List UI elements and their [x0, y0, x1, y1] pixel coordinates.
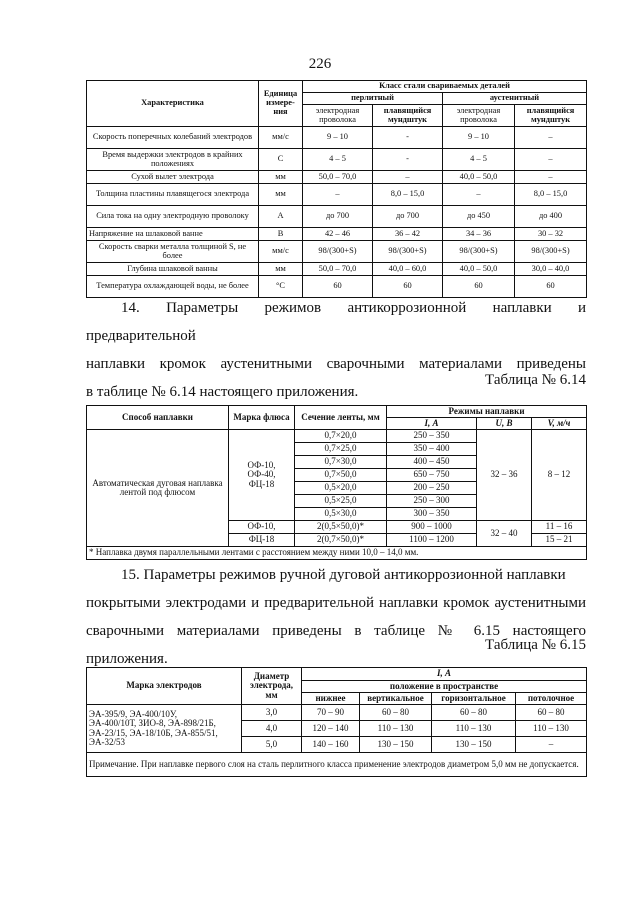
- header-wire-pearlitic: электродная проволока: [303, 105, 373, 127]
- row-name: Время выдержки электродов в крайних положениях: [87, 149, 259, 171]
- paragraph-14: [86, 294, 586, 406]
- row-value: 9 – 10: [303, 127, 373, 149]
- header-diameter: Диаметр электрода, мм: [242, 668, 302, 705]
- row-value: 40,0 – 60,0: [373, 263, 443, 276]
- row-value: до 400: [515, 206, 587, 228]
- voltage-cell: 32 – 36: [477, 430, 532, 521]
- row-value: до 450: [443, 206, 515, 228]
- current-cell: 60 – 80: [516, 705, 587, 721]
- current-cell: 130 – 150: [432, 737, 516, 753]
- section-cell: 0,5×30,0: [295, 508, 387, 521]
- row-value: 4 – 5: [303, 149, 373, 171]
- row-name: Скорость сварки металла толщиной S, не более: [87, 241, 259, 263]
- row-unit: С: [259, 149, 303, 171]
- header-voltage: U, В: [477, 418, 532, 430]
- header-speed: V, м/ч: [532, 418, 587, 430]
- row-value: 34 – 36: [443, 228, 515, 241]
- header-bottom: нижнее: [302, 693, 360, 705]
- row-value: 30,0 – 40,0: [515, 263, 587, 276]
- current-cell: 130 – 150: [360, 737, 432, 753]
- row-unit: °С: [259, 276, 303, 298]
- row-value: –: [443, 184, 515, 206]
- row-value: 60: [515, 276, 587, 298]
- row-value: 4 – 5: [443, 149, 515, 171]
- paragraph-line: сварочными материалами приведены в таблице № 6.15 настоящего приложения.: [86, 623, 586, 667]
- row-value: –: [303, 184, 373, 206]
- row-value: 42 – 46: [303, 228, 373, 241]
- table-label-6-14: Таблица № 6.14: [485, 372, 586, 388]
- row-unit: мм/с: [259, 241, 303, 263]
- row-value: –: [515, 171, 587, 184]
- current-cell: 250 – 300: [387, 495, 477, 508]
- header-ceiling: потолочное: [516, 693, 587, 705]
- row-unit: мм: [259, 263, 303, 276]
- current-cell: 110 – 130: [516, 721, 587, 737]
- current-cell: 60 – 80: [432, 705, 516, 721]
- header-current: I, А: [387, 418, 477, 430]
- row-name: Напряжение на шлаковой ванне: [87, 228, 259, 241]
- section-cell: 0,7×50,0: [295, 469, 387, 482]
- paragraph-line: 15. Параметры режимов ручной дуговой антикоррозионной наплавки: [121, 567, 566, 583]
- row-value: 50,0 – 70,0: [303, 263, 373, 276]
- row-value: 40,0 – 50,0: [443, 263, 515, 276]
- row-value: 60: [443, 276, 515, 298]
- section-cell: 0,7×30,0: [295, 456, 387, 469]
- row-value: 60: [303, 276, 373, 298]
- current-cell: 400 – 450: [387, 456, 477, 469]
- row-value: 50,0 – 70,0: [303, 171, 373, 184]
- table-row: [87, 127, 587, 149]
- current-cell: 200 – 250: [387, 482, 477, 495]
- header-austenitic: аустенитный: [443, 93, 587, 105]
- paragraph-line: наплавки кромок аустенитными сварочными материалами приведены: [86, 356, 586, 372]
- current-cell: 250 – 350: [387, 430, 477, 443]
- row-value: –: [373, 171, 443, 184]
- paragraph-line: покрытыми электродами и предварительной наплавки кромок аустенитными: [86, 595, 586, 611]
- header-pearlitic: перлитный: [303, 93, 443, 105]
- flux-cell: ФЦ-18: [229, 534, 295, 547]
- speed-cell: 11 – 16: [532, 521, 587, 534]
- diameter-cell: 5,0: [242, 737, 302, 753]
- table-note-row: [87, 547, 587, 560]
- row-name: Сухой вылет электрода: [87, 171, 259, 184]
- electrode-brands: ЭА-395/9, ЭА-400/10У, ЭА-400/10Т, ЗИО-8, ЭА-898/21Б, ЭА-23/15, ЭА-18/10Б, ЭА-855/51, ЭА-32/53: [87, 705, 242, 753]
- table-note: * Наплавка двумя параллельными лентами с расстоянием между ними 10,0 – 14,0 мм.: [87, 547, 587, 560]
- table-row: [87, 171, 587, 184]
- header-flux: Марка флюса: [229, 406, 295, 430]
- diameter-cell: 3,0: [242, 705, 302, 721]
- diameter-cell: 4,0: [242, 721, 302, 737]
- row-value: 40,0 – 50,0: [443, 171, 515, 184]
- current-cell: 350 – 400: [387, 443, 477, 456]
- row-value: 98/(300+S): [515, 241, 587, 263]
- table-row: [87, 149, 587, 171]
- table-row: [87, 228, 587, 241]
- current-cell: 140 – 160: [302, 737, 360, 753]
- row-unit: В: [259, 228, 303, 241]
- header-nozzle-pearlitic: плавящийся мундштук: [373, 105, 443, 127]
- section-cell: 2(0,5×50,0)*: [295, 521, 387, 534]
- table-label-6-15: Таблица № 6.15: [485, 637, 586, 653]
- row-value: 8,0 – 15,0: [373, 184, 443, 206]
- row-value: 8,0 – 15,0: [515, 184, 587, 206]
- header-unit: Единица измере-ния: [259, 81, 303, 127]
- flux-cell: ОФ-10,: [229, 521, 295, 534]
- table-row: [87, 430, 587, 443]
- row-unit: мм: [259, 171, 303, 184]
- current-cell: 120 – 140: [302, 721, 360, 737]
- flux-group-1: ОФ-10, ОФ-40, ФЦ-18: [229, 430, 295, 521]
- row-name: Глубина шлаковой ванны: [87, 263, 259, 276]
- manual-overlay-table: [86, 667, 587, 777]
- table-note-row: [87, 753, 587, 777]
- row-value: 36 – 42: [373, 228, 443, 241]
- current-cell: 110 – 130: [360, 721, 432, 737]
- voltage-cell: 32 – 40: [477, 521, 532, 547]
- row-name: Сила тока на одну электродную проволоку: [87, 206, 259, 228]
- paragraph-line: в таблице № 6.14 настоящего приложения.: [86, 384, 359, 400]
- electroslag-params-table: [86, 80, 587, 298]
- header-steel-class: Класс стали свариваемых деталей: [303, 81, 587, 93]
- row-value: -: [373, 127, 443, 149]
- current-cell: 300 – 350: [387, 508, 477, 521]
- row-unit: мм: [259, 184, 303, 206]
- header-wire-austenitic: электродная проволока: [443, 105, 515, 127]
- current-cell: 70 – 90: [302, 705, 360, 721]
- page-number: 226: [308, 56, 332, 72]
- header-position: положение в пространстве: [302, 681, 587, 693]
- row-name: Температура охлаждающей воды, не более: [87, 276, 259, 298]
- row-value: –: [515, 127, 587, 149]
- header-characteristic: Характеристика: [87, 81, 259, 127]
- row-value: –: [515, 149, 587, 171]
- row-unit: мм/с: [259, 127, 303, 149]
- speed-cell: 15 – 21: [532, 534, 587, 547]
- overlay-modes-table: [86, 405, 587, 560]
- row-value: до 700: [303, 206, 373, 228]
- section-cell: 0,5×25,0: [295, 495, 387, 508]
- row-value: -: [373, 149, 443, 171]
- current-cell: –: [516, 737, 587, 753]
- current-cell: 650 – 750: [387, 469, 477, 482]
- section-cell: 2(0,7×50,0)*: [295, 534, 387, 547]
- row-name: Скорость поперечных колебаний электродов: [87, 127, 259, 149]
- row-value: до 700: [373, 206, 443, 228]
- header-horizontal: горизонтальное: [432, 693, 516, 705]
- current-cell: 900 – 1000: [387, 521, 477, 534]
- row-value: 98/(300+S): [443, 241, 515, 263]
- row-value: 98/(300+S): [303, 241, 373, 263]
- section-cell: 0,7×25,0: [295, 443, 387, 456]
- header-modes: Режимы наплавки: [387, 406, 587, 418]
- paragraph-15: [86, 561, 586, 673]
- table-row: [87, 206, 587, 228]
- section-cell: 0,5×20,0: [295, 482, 387, 495]
- current-cell: 60 – 80: [360, 705, 432, 721]
- row-value: 98/(300+S): [373, 241, 443, 263]
- row-value: 9 – 10: [443, 127, 515, 149]
- table-row: [87, 705, 587, 721]
- row-value: 60: [373, 276, 443, 298]
- section-cell: 0,7×20,0: [295, 430, 387, 443]
- row-name: Толщина пластины плавящегося электрода: [87, 184, 259, 206]
- table-row: [87, 184, 587, 206]
- header-method: Способ наплавки: [87, 406, 229, 430]
- speed-cell: 8 – 12: [532, 430, 587, 521]
- table-row: [87, 241, 587, 263]
- paragraph-line: 14. Параметры режимов антикоррозионной наплавки и предварительной: [86, 300, 586, 344]
- overlay-method: Автоматическая дуговая наплавка лентой под флюсом: [87, 430, 229, 547]
- header-vertical: вертикальное: [360, 693, 432, 705]
- table-row: [87, 263, 587, 276]
- current-cell: 110 – 130: [432, 721, 516, 737]
- header-current: I, А: [302, 668, 587, 681]
- header-nozzle-austenitic: плавящийся мундштук: [515, 105, 587, 127]
- header-brand: Марка электродов: [87, 668, 242, 705]
- row-value: 30 – 32: [515, 228, 587, 241]
- row-unit: А: [259, 206, 303, 228]
- header-section: Сечение ленты, мм: [295, 406, 387, 430]
- current-cell: 1100 – 1200: [387, 534, 477, 547]
- table-note: Примечание. При наплавке первого слоя на сталь перлитного класса применение электродов диаметром 5,0 мм не допускается.: [87, 753, 587, 777]
